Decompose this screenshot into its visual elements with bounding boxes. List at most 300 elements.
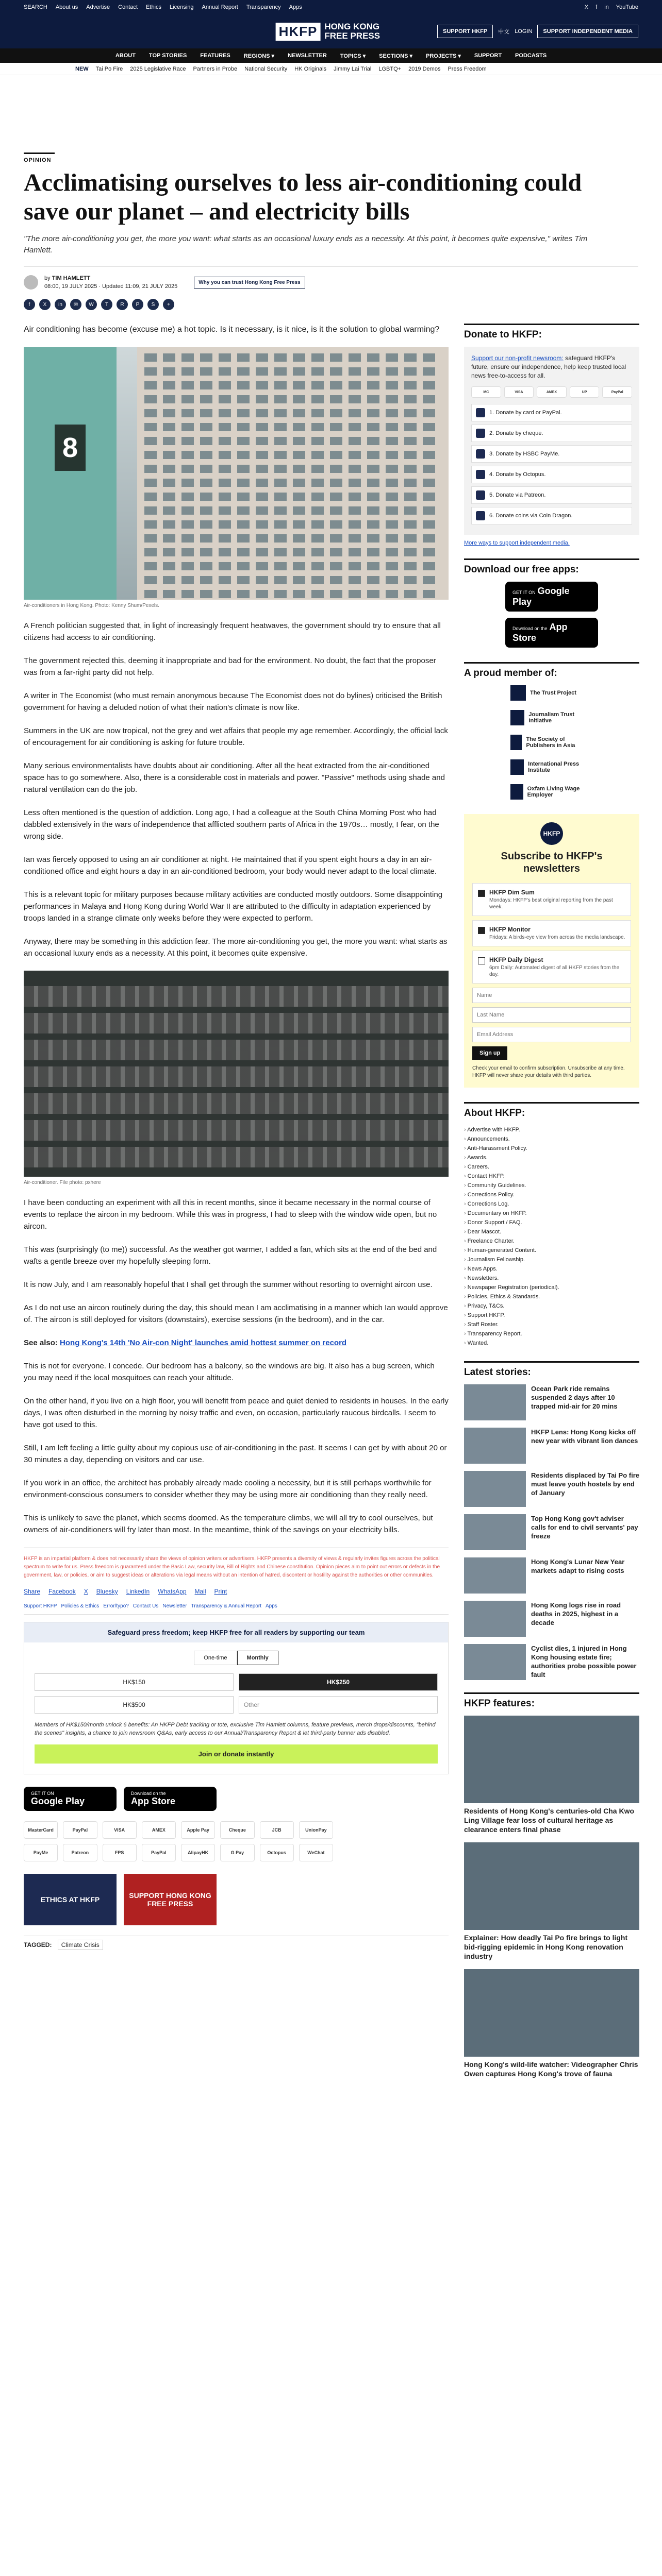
app-badges <box>24 1787 449 1811</box>
share-icon[interactable]: P <box>132 299 143 310</box>
share-icon[interactable]: + <box>163 299 174 310</box>
window <box>311 479 324 487</box>
member-icon <box>510 735 522 750</box>
payment-logo: AlipayHK <box>181 1844 215 1861</box>
member-logo[interactable] <box>510 784 593 800</box>
top-link[interactable]: Licensing <box>170 4 194 10</box>
aircon-row <box>24 1093 449 1114</box>
sidebar-google-small: GET IT ON <box>512 590 536 595</box>
share-icon[interactable]: in <box>55 299 66 310</box>
window <box>386 576 398 584</box>
window <box>293 548 305 556</box>
share-link[interactable]: Bluesky <box>96 1588 118 1595</box>
google-play-label: Google Play <box>31 1796 85 1806</box>
donate-method-icon <box>476 470 485 479</box>
footer-link[interactable]: Contact Us <box>133 1603 159 1609</box>
about-link[interactable]: › Awards. <box>464 1153 639 1162</box>
about-link[interactable]: › Corrections Log. <box>464 1199 639 1209</box>
window <box>181 562 194 570</box>
donate-method[interactable] <box>471 507 632 524</box>
window <box>330 409 342 417</box>
share-icon[interactable]: S <box>147 299 159 310</box>
window <box>349 576 361 584</box>
window <box>274 465 287 473</box>
story-thumbnail[interactable] <box>464 1601 526 1637</box>
about-link[interactable]: › Community Guidelines. <box>464 1181 639 1190</box>
top-link[interactable]: Apps <box>289 4 302 10</box>
story-headline[interactable]: Cyclist dies, 1 injured in Hong Kong housing estate fire; authorities probe possible power fault <box>531 1645 637 1679</box>
newsletter-option-text <box>489 889 625 910</box>
payment-logo: Octopus <box>260 1844 294 1861</box>
window <box>200 437 212 445</box>
window <box>163 534 175 543</box>
story-thumbnail[interactable] <box>464 1557 526 1594</box>
window <box>330 367 342 376</box>
window <box>386 423 398 431</box>
article-paragraph: Summers in the UK are now tropical, not the grey and wet affairs that people my age remember. Accordingly, the official lack of encouragement for air conditioning is asking for future trouble. <box>24 726 448 747</box>
article-paragraph: This was (surprisingly (to me)) successful. As the weather got warmer, I added a fan, which sits at the end of the bed and wafts a gentle breeze over my hopefully sleeping form. <box>24 1245 437 1266</box>
window <box>163 395 175 403</box>
window <box>367 479 379 487</box>
latest-story[interactable] <box>464 1471 639 1507</box>
tab-one-time[interactable]: One-time <box>194 1651 237 1665</box>
window <box>256 576 268 584</box>
donate-method[interactable] <box>471 486 632 504</box>
window <box>181 506 194 515</box>
latest-story[interactable] <box>464 1644 639 1680</box>
newsletter-option-desc: Fridays: A birds-eye view from across the media landscape. <box>489 935 625 940</box>
window <box>423 395 435 403</box>
latest-story[interactable] <box>464 1514 639 1550</box>
newsletter-option[interactable] <box>472 920 631 946</box>
author-name[interactable]: TIM HAMLETT <box>52 275 91 281</box>
article-paragraph: A French politician suggested that, in light of increasingly frequent heatwaves, the government should try to ensure that all citizens had access to air conditioning. <box>24 621 441 642</box>
language-switch[interactable]: 中文 <box>498 29 510 35</box>
window <box>367 451 379 459</box>
support-hkfp-button[interactable]: SUPPORT HKFP <box>437 25 493 38</box>
feature-image[interactable] <box>464 1842 639 1930</box>
latest-story[interactable] <box>464 1428 639 1464</box>
trending-item[interactable]: 2025 Legislative Race <box>130 65 186 72</box>
sign-up-button[interactable]: Sign up <box>472 1046 507 1060</box>
newsletter-checkbox[interactable] <box>478 890 485 897</box>
window <box>404 367 417 376</box>
window <box>144 381 157 389</box>
top-link[interactable]: Contact <box>118 4 138 10</box>
about-link[interactable]: › Careers. <box>464 1162 639 1172</box>
window <box>163 520 175 529</box>
aircon-units-photo <box>24 971 449 1177</box>
window <box>274 381 287 389</box>
window <box>274 437 287 445</box>
join-donate-button[interactable]: Join or donate instantly <box>35 1744 438 1764</box>
feature-story[interactable] <box>464 1842 639 1961</box>
share-link[interactable]: WhatsApp <box>158 1588 187 1595</box>
payment-logo: Cheque <box>220 1821 254 1839</box>
story-thumbnail[interactable] <box>464 1428 526 1464</box>
window <box>349 590 361 598</box>
donate-text-link[interactable]: Support our non-profit newsroom: <box>471 354 564 362</box>
about-link[interactable]: › Journalism Fellowship. <box>464 1255 639 1264</box>
window <box>311 423 324 431</box>
article-paragraph: If you work in an office, the architect has probably already made cooling a necessity, but it is still perhaps worthwhile for environment-conscious consumers to consider whether they may be using more air conditioning than they really need. <box>24 1479 432 1499</box>
nav-item[interactable]: FEATURES <box>200 53 230 59</box>
window <box>423 381 435 389</box>
about-link[interactable]: › Advertise with HKFP. <box>464 1125 639 1134</box>
window <box>311 395 324 403</box>
byline-prefix: by <box>44 275 51 281</box>
donate-method-label: 2. Donate by cheque. <box>489 430 543 436</box>
window <box>237 437 250 445</box>
window <box>144 451 157 459</box>
member-logo[interactable] <box>510 759 593 775</box>
share-link[interactable]: Print <box>214 1588 227 1595</box>
newsletter-option[interactable] <box>472 883 631 916</box>
window <box>144 353 157 362</box>
window <box>293 423 305 431</box>
window <box>330 576 342 584</box>
email-input[interactable] <box>472 1027 631 1042</box>
window <box>219 493 231 501</box>
donate-method[interactable] <box>471 425 632 442</box>
app-store-badge[interactable] <box>124 1787 217 1811</box>
nav-item[interactable]: TOPICS ▾ <box>340 53 366 59</box>
window <box>293 520 305 529</box>
member-logo[interactable] <box>510 710 593 725</box>
window <box>256 465 268 473</box>
window <box>349 395 361 403</box>
building-left <box>24 347 117 600</box>
article-paragraph: Air conditioning has become (excuse me) a hot topic. Is it necessary, is it nice, is it the solution to global warming? <box>24 325 440 334</box>
window <box>386 479 398 487</box>
window <box>423 590 435 598</box>
footer-link[interactable]: Transparency & Annual Report <box>191 1603 261 1609</box>
nav-item[interactable]: REGIONS ▾ <box>243 53 275 59</box>
nav-item[interactable]: PROJECTS ▾ <box>425 53 461 59</box>
window <box>293 506 305 515</box>
nav-item[interactable]: SUPPORT <box>474 53 502 59</box>
top-link[interactable]: Transparency <box>246 4 281 10</box>
trending-bar <box>0 63 662 75</box>
window <box>274 562 287 570</box>
google-play-badge[interactable] <box>24 1787 117 1811</box>
share-link[interactable]: LinkedIn <box>126 1588 150 1595</box>
window <box>163 367 175 376</box>
about-link[interactable]: › Announcements. <box>464 1134 639 1144</box>
share-links <box>24 1588 449 1595</box>
trending-item[interactable]: National Security <box>244 65 288 72</box>
donate-box <box>464 347 639 535</box>
window <box>367 423 379 431</box>
share-icon[interactable]: X <box>39 299 51 310</box>
window <box>181 437 194 445</box>
member-icon <box>510 784 523 800</box>
amount-500[interactable]: HK$500 <box>35 1696 234 1714</box>
newsletter-note: Check your email to confirm subscription. Unsubscribe at any time. HKFP will never share your details with third parties. <box>472 1065 625 1078</box>
window <box>163 576 175 584</box>
window <box>219 409 231 417</box>
window <box>330 534 342 543</box>
last-name-input[interactable] <box>472 1007 631 1023</box>
feature-headline[interactable]: Explainer: How deadly Tai Po fire brings to light bid-rigging epidemic in Hong Kong renovation industry <box>464 1934 628 1960</box>
logo-mark: HKFP <box>276 23 321 41</box>
feature-headline[interactable]: Hong Kong's wild-life watcher: Videographer Chris Owen captures Hong Kong's trove of fauna <box>464 2060 638 2078</box>
aircon-row <box>24 1040 449 1060</box>
about-link[interactable]: › Newsletters. <box>464 1274 639 1283</box>
about-link[interactable]: › Support HKFP. <box>464 1311 639 1320</box>
sidebar-app-store[interactable] <box>505 618 598 648</box>
window <box>311 548 324 556</box>
content-layout <box>0 324 662 2087</box>
window <box>349 479 361 487</box>
article-kicker[interactable]: OPINION <box>24 152 55 163</box>
window <box>367 506 379 515</box>
window <box>404 451 417 459</box>
window <box>386 562 398 570</box>
donate-method-label: 1. Donate by card or PayPal. <box>489 410 562 416</box>
amount-150[interactable]: HK$150 <box>35 1673 234 1691</box>
share-icon[interactable]: T <box>101 299 112 310</box>
latest-story[interactable] <box>464 1601 639 1637</box>
donate-payment-logo: UP <box>570 386 600 398</box>
window <box>274 576 287 584</box>
support-independent-media-button[interactable]: SUPPORT INDEPENDENT MEDIA <box>537 25 638 38</box>
donate-method[interactable] <box>471 404 632 421</box>
window <box>311 451 324 459</box>
feature-image[interactable] <box>464 1969 639 2057</box>
story-headline[interactable]: Residents displaced by Tai Po fire must leave youth hostels by end of January <box>531 1471 639 1497</box>
story-thumbnail[interactable] <box>464 1644 526 1680</box>
window <box>274 520 287 529</box>
latest-story[interactable] <box>464 1384 639 1420</box>
share-icon[interactable]: R <box>117 299 128 310</box>
window <box>367 395 379 403</box>
window <box>144 479 157 487</box>
window <box>349 520 361 529</box>
window <box>311 353 324 362</box>
window <box>349 409 361 417</box>
share-link[interactable]: X <box>84 1588 88 1595</box>
tag-climate-crisis[interactable]: Climate Crisis <box>58 1940 103 1950</box>
about-link[interactable]: › Dear Mascot. <box>464 1227 639 1236</box>
feature-image[interactable] <box>464 1716 639 1803</box>
login-link[interactable]: LOGIN <box>515 28 533 35</box>
about-link[interactable]: › Staff Roster. <box>464 1320 639 1329</box>
trending-item[interactable]: HK Originals <box>294 65 327 72</box>
nav-item[interactable]: SECTIONS ▾ <box>379 53 412 59</box>
feature-story[interactable] <box>464 1969 639 2078</box>
about-link[interactable]: › Wanted. <box>464 1338 639 1348</box>
share-link[interactable]: Mail <box>194 1588 206 1595</box>
window <box>293 576 305 584</box>
window <box>200 395 212 403</box>
about-link[interactable]: › Documentary on HKFP. <box>464 1209 639 1218</box>
window <box>237 381 250 389</box>
newsletter-option-title: HKFP Daily Digest <box>489 956 543 963</box>
search-link[interactable]: SEARCH <box>24 4 47 10</box>
donate-method-icon <box>476 449 485 459</box>
story-headline[interactable]: HKFP Lens: Hong Kong kicks off new year with vibrant lion dances <box>531 1428 638 1445</box>
share-link[interactable]: Facebook <box>48 1588 76 1595</box>
window <box>423 493 435 501</box>
about-link[interactable]: › News Apps. <box>464 1264 639 1274</box>
newsletter-checkbox[interactable] <box>478 927 485 934</box>
nav-item[interactable]: PODCASTS <box>515 53 547 59</box>
donate-method-label: 3. Donate by HSBC PayMe. <box>489 451 560 457</box>
share-icon[interactable]: f <box>24 299 35 310</box>
sidebar-google-play[interactable] <box>505 582 598 612</box>
window <box>349 548 361 556</box>
trending-item[interactable]: Press Freedom <box>448 65 487 72</box>
story-thumbnail[interactable] <box>464 1514 526 1550</box>
window <box>163 479 175 487</box>
window <box>386 493 398 501</box>
trending-item[interactable]: 2019 Demos <box>408 65 441 72</box>
nav-item[interactable]: NEWSLETTER <box>288 53 327 59</box>
window <box>404 479 417 487</box>
trending-item[interactable]: Partners in Probe <box>193 65 238 72</box>
footer-link[interactable]: Error/typo? <box>103 1603 129 1609</box>
window <box>367 590 379 598</box>
about-link[interactable]: › Corrections Policy. <box>464 1190 639 1199</box>
donate-method-icon <box>476 429 485 438</box>
window <box>237 590 250 598</box>
footer-link[interactable]: Apps <box>265 1603 277 1609</box>
window <box>256 479 268 487</box>
share-icon[interactable]: ✉ <box>70 299 81 310</box>
window <box>404 590 417 598</box>
frequency-tabs <box>24 1651 448 1665</box>
member-logo[interactable] <box>510 735 593 750</box>
story-headline[interactable]: Ocean Park ride remains suspended 2 days after 10 trapped mid-air for 20 mins <box>531 1385 618 1410</box>
article-paragraph: As I do not use an aircon routinely during the day, this should mean I am acclimatising in a manner which Ian would approve of. The aircon is still deployed for visitors (downstairs), exercise sessions (in the bedroom), and in the car. <box>24 1303 448 1324</box>
member-logos <box>464 685 639 800</box>
story-headline[interactable]: Top Hong Kong gov't adviser calls for end to civil servants' pay freeze <box>531 1515 638 1540</box>
social-icon[interactable]: f <box>595 4 598 10</box>
newsletter-checkbox[interactable] <box>478 957 485 964</box>
top-link[interactable]: Annual Report <box>202 4 238 10</box>
window <box>144 590 157 598</box>
trending-item[interactable]: Jimmy Lai Trial <box>334 65 372 72</box>
see-also-link[interactable]: Hong Kong's 14th 'No Air-con Night' launches amid hottest summer on record <box>60 1338 347 1347</box>
window <box>200 534 212 543</box>
support-box-heading: Safeguard press freedom; keep HKFP free for all readers by supporting our team <box>24 1622 448 1642</box>
window <box>163 465 175 473</box>
window <box>144 465 157 473</box>
window <box>144 548 157 556</box>
about-link[interactable]: › Human-generated Content. <box>464 1246 639 1255</box>
payment-logo: AMEX <box>142 1821 176 1839</box>
window <box>181 409 194 417</box>
trending-item[interactable]: LGBTQ+ <box>378 65 402 72</box>
about-link[interactable]: › Anti-Harassment Policy. <box>464 1144 639 1153</box>
window <box>293 451 305 459</box>
donate-method[interactable] <box>471 445 632 463</box>
top-link[interactable]: Advertise <box>86 4 110 10</box>
window <box>330 451 342 459</box>
building-facade <box>137 347 449 600</box>
about-link[interactable]: › Policies, Ethics & Standards. <box>464 1292 639 1301</box>
ethics-promo[interactable]: ETHICS AT HKFP <box>24 1874 117 1925</box>
first-name-input[interactable] <box>472 988 631 1003</box>
story-headline[interactable]: Hong Kong's Lunar New Year markets adapt to rising costs <box>531 1558 625 1574</box>
window <box>293 479 305 487</box>
window <box>274 479 287 487</box>
sidebar-google-label: Google Play <box>512 586 570 607</box>
about-link[interactable]: › Privacy, T&Cs. <box>464 1301 639 1311</box>
window <box>163 590 175 598</box>
window <box>274 590 287 598</box>
footer-link[interactable]: Support HKFP <box>24 1603 57 1609</box>
trending-item[interactable]: Tai Po Fire <box>95 65 123 72</box>
window <box>256 353 268 362</box>
latest-story[interactable] <box>464 1557 639 1594</box>
story-thumbnail[interactable] <box>464 1471 526 1507</box>
donate-method-label: 4. Donate by Octopus. <box>489 471 546 478</box>
nav-item[interactable]: ABOUT <box>115 53 136 59</box>
about-link[interactable]: › Transparency Report. <box>464 1329 639 1338</box>
window <box>144 506 157 515</box>
why-trust-link[interactable]: Why you can trust Hong Kong Free Press <box>194 277 305 289</box>
footer-link[interactable]: Policies & Ethics <box>61 1603 100 1609</box>
window <box>330 493 342 501</box>
footer-link[interactable]: Newsletter <box>162 1603 187 1609</box>
donate-method[interactable] <box>471 466 632 483</box>
window <box>367 353 379 362</box>
window <box>404 437 417 445</box>
window <box>163 353 175 362</box>
membership-description: Members of HK$150/month unlock 6 benefits: An HKFP Debt tracking or tote, exclusive Tim Hamlett columns, feature previews, merch drops/discounts, "behind the scenes" insights, a chance to join newsroom Q&As, early access to our Annual/Transparency Report & let third-party banner ads disabled. <box>35 1722 436 1736</box>
window <box>311 534 324 543</box>
top-link[interactable]: About us <box>55 4 78 10</box>
social-icon[interactable]: YouTube <box>616 4 638 10</box>
tab-monthly[interactable]: Monthly <box>237 1651 278 1665</box>
nav-item[interactable]: TOP STORIES <box>148 53 187 59</box>
window <box>404 395 417 403</box>
feature-headline[interactable]: Residents of Hong Kong's centuries-old Cha Kwo Ling Village fear loss of cultural heritage as clearance enters final phase <box>464 1807 635 1834</box>
about-link[interactable]: › Freelance Charter. <box>464 1236 639 1246</box>
window <box>423 548 435 556</box>
member-icon <box>510 685 526 701</box>
amount-250[interactable]: HK$250 <box>239 1673 438 1691</box>
social-icon[interactable]: in <box>604 4 609 10</box>
window <box>423 576 435 584</box>
story-thumbnail[interactable] <box>464 1384 526 1420</box>
about-link[interactable]: › Newspaper Registration (periodical). <box>464 1283 639 1292</box>
feature-story[interactable] <box>464 1716 639 1834</box>
social-icon[interactable]: X <box>584 4 589 10</box>
window <box>274 506 287 515</box>
story-headline[interactable]: Hong Kong logs rise in road deaths in 2025, highest in a decade <box>531 1601 621 1626</box>
article-paragraph: A writer in The Economist (who must remain anonymous because The Economist does not do bylines) criticised the British government for having a deluded notion of what their nation's climate is now like. <box>24 691 442 712</box>
window <box>404 506 417 515</box>
more-ways-link[interactable]: More ways to support independent media. <box>464 540 570 546</box>
top-link[interactable]: Ethics <box>146 4 162 10</box>
donate-method-label: 6. Donate coins via Coin Dragon. <box>489 513 573 519</box>
newsletter-option[interactable] <box>472 951 631 984</box>
amount-other-input[interactable]: Other <box>239 1696 438 1714</box>
member-logo[interactable] <box>510 685 593 701</box>
window <box>219 576 231 584</box>
share-icon[interactable]: W <box>86 299 97 310</box>
about-link[interactable]: › Contact HKFP. <box>464 1172 639 1181</box>
site-logo[interactable] <box>276 22 387 41</box>
paragraphs-c <box>24 1197 449 1326</box>
donate-payment-logo: AMEX <box>537 386 567 398</box>
donate-title: Donate to HKFP: <box>464 324 639 341</box>
support-promo[interactable]: SUPPORT HONG KONG FREE PRESS <box>124 1874 217 1925</box>
about-link[interactable]: › Donor Support / FAQ. <box>464 1218 639 1227</box>
